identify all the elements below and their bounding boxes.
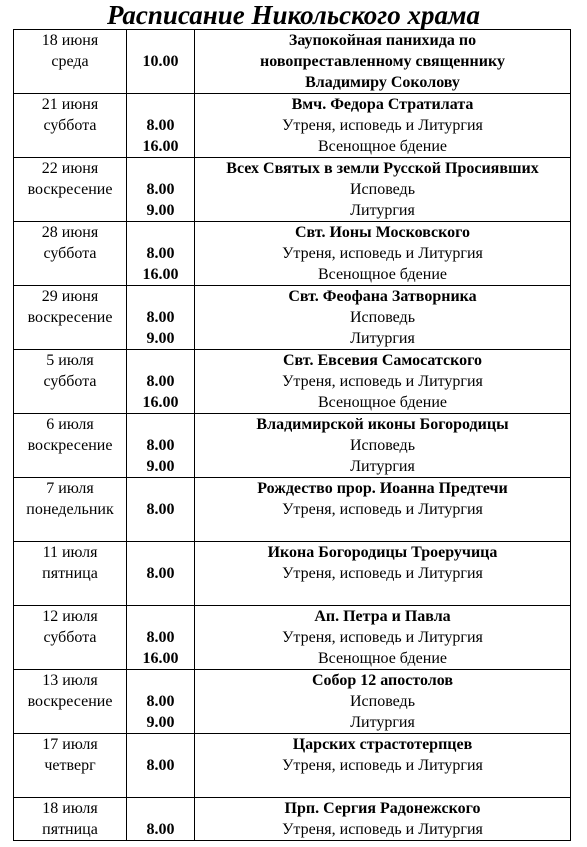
feast-title: Всех Святых в земли Русской Просиявших (226, 160, 539, 177)
date-text: 13 июля (42, 672, 98, 689)
service-time (127, 542, 194, 563)
weekday-text: понедельник (26, 501, 114, 518)
service-time: 8.00 (146, 245, 175, 262)
date-text: 11 июля (42, 544, 98, 561)
date-text: 7 июля (46, 480, 94, 497)
schedule-table (13, 29, 571, 841)
service-name: Утреня, исповедь и Литургия (282, 117, 483, 134)
service-name: Исповедь (349, 309, 415, 326)
weekday-text: среда (51, 53, 89, 70)
service-time: 8.00 (146, 117, 175, 134)
service-time: 16.00 (142, 266, 179, 283)
event-cell (195, 414, 571, 478)
service-name: Утреня, исповедь и Литургия (282, 629, 483, 646)
service-time: 9.00 (146, 458, 175, 475)
service-name: Утреня, исповедь и Литургия (282, 757, 483, 774)
service-name (195, 520, 570, 541)
table-row (14, 734, 571, 798)
event-cell (195, 478, 571, 542)
service-time (127, 158, 194, 179)
time-cell (127, 158, 195, 222)
weekday-text: пятница (42, 821, 98, 838)
time-cell (127, 222, 195, 286)
time-cell (127, 30, 195, 94)
feast-title: Заупокойная панихида по (288, 32, 477, 49)
table-row (14, 798, 571, 841)
date-text: 17 июля (42, 736, 98, 753)
event-cell (195, 606, 571, 670)
service-time (127, 584, 194, 605)
table-row (14, 542, 571, 606)
feast-title: Владимирской иконы Богородицы (256, 416, 509, 433)
service-time (127, 520, 194, 541)
service-name: Утреня, исповедь и Литургия (282, 821, 483, 838)
service-time (127, 350, 194, 371)
service-name: Исповедь (349, 437, 415, 454)
time-cell (127, 286, 195, 350)
event-cell (195, 222, 571, 286)
service-time: 16.00 (142, 138, 179, 155)
service-name: Утреня, исповедь и Литургия (282, 245, 483, 262)
service-time: 8.00 (146, 437, 175, 454)
service-time: 8.00 (146, 693, 175, 710)
time-cell (127, 606, 195, 670)
service-time (127, 414, 194, 435)
service-name: Всенощное бдение (317, 394, 448, 411)
service-time (127, 606, 194, 627)
feast-title: Собор 12 апостолов (311, 672, 453, 689)
table-row (14, 158, 571, 222)
table-row (14, 414, 571, 478)
weekday-text: воскресение (27, 693, 113, 710)
date-cell (14, 414, 127, 478)
table-row (14, 606, 571, 670)
service-time (127, 776, 194, 797)
page-title: Расписание Никольского храма (106, 0, 481, 30)
weekday-text: воскресение (27, 181, 113, 198)
table-row (14, 286, 571, 350)
service-name: Литургия (350, 458, 415, 475)
service-time: 8.00 (146, 629, 175, 646)
feast-title: Рождество прор. Иоанна Предтечи (257, 480, 508, 497)
event-cell (195, 158, 571, 222)
service-time: 8.00 (146, 757, 175, 774)
date-text: 21 июня (41, 96, 99, 113)
date-text: 28 июня (41, 224, 99, 241)
service-name: Утреня, исповедь и Литургия (282, 373, 483, 390)
date-text: 18 июля (42, 800, 98, 817)
date-text: 18 июня (41, 32, 99, 49)
service-time: 8.00 (146, 501, 175, 518)
time-cell (127, 350, 195, 414)
weekday-text: суббота (43, 117, 97, 134)
time-cell (127, 94, 195, 158)
weekday-text: четверг (44, 757, 96, 774)
date-cell (14, 30, 127, 94)
date-text: 6 июля (46, 416, 94, 433)
service-name: Исповедь (349, 693, 415, 710)
service-time: 8.00 (146, 181, 175, 198)
service-time (127, 72, 194, 93)
date-cell (14, 222, 127, 286)
feast-title: Ап. Петра и Павла (314, 608, 451, 625)
feast-title: Царских страстотерпцев (292, 736, 473, 753)
service-time (127, 286, 194, 307)
event-cell (195, 94, 571, 158)
date-text: 22 июня (41, 160, 99, 177)
service-time (127, 670, 194, 691)
feast-title: Прп. Сергия Радонежского (284, 800, 481, 817)
service-name (195, 776, 570, 797)
date-text: 5 июля (46, 352, 94, 369)
service-time: 16.00 (142, 650, 179, 667)
service-name: Утреня, исповедь и Литургия (282, 501, 483, 518)
date-cell (14, 478, 127, 542)
weekday-text: пятница (42, 565, 98, 582)
time-cell (127, 542, 195, 606)
service-time: 16.00 (142, 394, 179, 411)
table-row (14, 222, 571, 286)
time-cell (127, 798, 195, 841)
event-cell (195, 542, 571, 606)
service-name: Литургия (350, 202, 415, 219)
time-cell (127, 734, 195, 798)
table-row (14, 670, 571, 734)
date-cell (14, 158, 127, 222)
service-time (127, 30, 194, 51)
service-time (127, 478, 194, 499)
table-row (14, 30, 571, 94)
time-cell (127, 414, 195, 478)
feast-title: Свт. Ионы Московского (294, 224, 471, 241)
service-name: Утреня, исповедь и Литургия (282, 565, 483, 582)
event-cell (195, 798, 571, 841)
service-time: 8.00 (146, 373, 175, 390)
service-name: Литургия (350, 714, 415, 731)
event-cell (195, 734, 571, 798)
event-cell (195, 30, 571, 94)
service-name: Всенощное бдение (317, 138, 448, 155)
feast-title: новопреставленному священнику (260, 53, 505, 70)
service-time (127, 222, 194, 243)
service-time: 8.00 (146, 309, 175, 326)
weekday-text: воскресение (27, 309, 113, 326)
event-cell (195, 350, 571, 414)
date-cell (14, 286, 127, 350)
date-cell (14, 94, 127, 158)
service-name: Всенощное бдение (317, 266, 448, 283)
table-row (14, 478, 571, 542)
date-cell (14, 542, 127, 606)
service-name: Литургия (350, 330, 415, 347)
feast-title: Вмч. Федора Стратилата (291, 96, 474, 113)
date-cell (14, 606, 127, 670)
service-time: 8.00 (146, 565, 175, 582)
feast-title: Свт. Евсевия Самосатского (282, 352, 483, 369)
service-time: 9.00 (146, 714, 175, 731)
service-time: 10.00 (142, 53, 179, 70)
date-cell (14, 734, 127, 798)
service-time: 9.00 (146, 330, 175, 347)
table-row (14, 350, 571, 414)
event-cell (195, 286, 571, 350)
date-text: 12 июля (42, 608, 98, 625)
feast-title: Икона Богородицы Троеручица (267, 544, 498, 561)
date-text: 29 июня (41, 288, 99, 305)
service-time (127, 94, 194, 115)
weekday-text: суббота (43, 629, 97, 646)
date-cell (14, 350, 127, 414)
weekday-text: суббота (43, 245, 97, 262)
service-time (127, 798, 194, 819)
event-cell (195, 670, 571, 734)
feast-title: Свт. Феофана Затворника (288, 288, 477, 305)
service-time (127, 734, 194, 755)
table-row (14, 94, 571, 158)
service-name: Исповедь (349, 181, 415, 198)
service-time: 8.00 (146, 821, 175, 838)
weekday-text: воскресение (27, 437, 113, 454)
time-cell (127, 478, 195, 542)
service-name (195, 584, 570, 605)
date-cell (14, 798, 127, 841)
schedule-body (14, 30, 571, 841)
service-name: Всенощное бдение (317, 650, 448, 667)
date-cell (14, 670, 127, 734)
weekday-text: суббота (43, 373, 97, 390)
time-cell (127, 670, 195, 734)
feast-title: Владимиру Соколову (305, 74, 460, 91)
service-time: 9.00 (146, 202, 175, 219)
